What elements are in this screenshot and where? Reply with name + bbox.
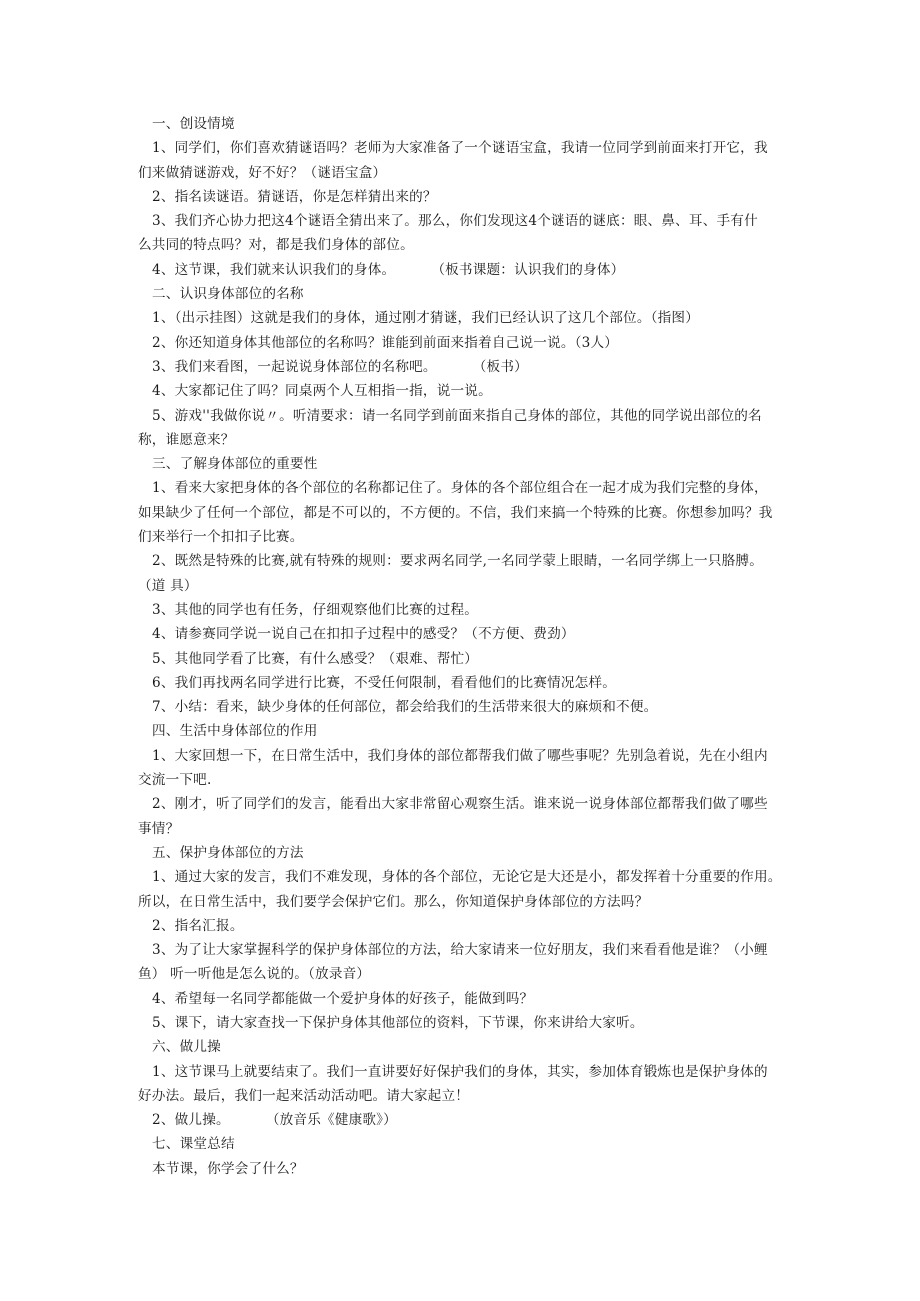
line-text: 们来做猜谜游戏，好不好？（谜语宝盒） [138,164,387,181]
section-heading [138,1035,783,1059]
section-heading [138,282,783,306]
text-line [138,744,783,768]
line-text: 2、做儿操。 [152,1112,230,1129]
text-line [138,185,783,209]
line-text: 2、指名汇报。 [152,917,244,934]
line-text: 1、通过大家的发言，我们不难发现，身体的各个部位，无论它是大还是小，都发挥着十分重要的作用。 [152,869,782,886]
text-line [138,136,783,160]
line-text: 2、刚才，听了同学们的发言，能看出大家非常留心观察生活。谁来说一说身体部位都帮我们做了哪些 [152,796,768,813]
line-text: 1、看来大家把身体的各个部位的名称都记住了。身体的各个部位组合在一起才成为我们完整的身体， [152,480,768,497]
line-text: 三、了解身体部位的重要性 [152,456,318,473]
line-text: 二、认识身体部位的名称 [152,286,304,303]
line-text: 本节课，你学会了什么？ [152,1160,304,1177]
board-note: （板书课题：认识我们的身体） [431,261,625,278]
text-line [138,671,783,695]
line-text: 2、既然是特殊的比赛,就有特殊的规则：要求两名同学,一名同学蒙上眼睛，一名同学绑上一只胳膊。 [152,553,764,570]
text-line [138,574,783,598]
text-line [138,938,783,962]
line-text: 1、大家回想一下，在日常生活中，我们身体的部位都帮我们做了哪些事呢？先别急着说，先在小组内 [152,747,768,764]
line-text: 4、请参赛同学说一说自己在扣扣子过程中的感受？（不方便、费劲） [152,626,575,643]
line-text: 六、做儿操 [152,1039,221,1056]
text-line [138,817,783,841]
line-text: 5、其他同学看了比赛，有什么感受？（艰难、帮忙） [152,650,479,667]
text-line [138,987,783,1011]
text-line [138,161,783,185]
line-text: 3、为了让大家掌握科学的保护身体部位的方法，给大家请来一位好朋友，我们来看看他是谁？（小鲤 [152,942,768,959]
text-line [138,890,783,914]
text-line [138,258,783,282]
board-note: （放音乐《健康歌》） [265,1112,397,1129]
line-text: 称，谁愿意来？ [138,431,235,448]
text-line [138,1108,783,1132]
line-text: 3、我们来看图，一起说说身体部位的名称吧。 [152,358,437,375]
line-text: 3、其他的同学也有任务，仔细观察他们比赛的过程。 [152,601,479,618]
text-line [138,914,783,938]
line-text: 1、这节课马上就要结束了。我们一直讲要好好保护我们的身体，其实，参加体育锻炼也是保护身体的 [152,1063,768,1080]
text-line [138,428,783,452]
text-line [138,525,783,549]
line-text: 所以，在日常生活中，我们要学会保护它们。那么，你知道保护身体部位的方法吗？ [138,893,649,910]
text-line [138,1011,783,1035]
text-line [138,501,783,525]
line-text: 如果缺少了任何一个部位，都是不可以的，不方便的。不信，我们来搞一个特殊的比赛。你想参加吗？我 [138,504,773,521]
line-text: 事情？ [138,820,180,837]
section-heading [138,1132,783,1156]
line-text: 好办法。最后，我们一起来活动活动吧。请大家起立！ [138,1087,470,1104]
text-line [138,306,783,330]
line-text: 7、小结：看来，缺少身体的任何部位，都会给我们的生活带来很大的麻烦和不便。 [152,699,658,716]
text-line [138,233,783,257]
line-text: 1、同学们，你们喜欢猜谜语吗？老师为大家准备了一个谜语宝盒，我请一位同学到前面来打开它，我 [152,140,768,157]
document-page [138,112,783,1181]
text-line [138,404,783,428]
text-line [138,647,783,671]
text-line [138,865,783,889]
line-text: 一、创设情境 [152,116,235,132]
text-line [138,379,783,403]
line-text: 4、大家都记住了吗？同桌两个人互相指一指，说一说。 [152,383,492,400]
text-line [138,695,783,719]
line-text: 四、生活中身体部位的作用 [152,723,318,740]
line-text: 交流一下吧. [138,772,212,789]
text-line [138,792,783,816]
line-text: 2、你还知道身体其他部位的名称吗？谁能到前面来指着自己说一说。（3人） [152,334,619,351]
text-line [138,476,783,500]
text-line [138,1060,783,1084]
section-heading [138,112,783,136]
line-text: 4、希望每一名同学都能做一个爱护身体的好孩子，能做到吗？ [152,990,534,1007]
line-text: （道 具） [138,577,198,594]
text-line [138,1157,783,1181]
text-line [138,1084,783,1108]
line-text: 鱼） 听一听他是怎么说的。（放录音） [138,966,371,983]
line-text: 2、指名读谜语。猜谜语，你是怎样猜出来的？ [152,188,437,205]
line-text: 七、课堂总结 [152,1136,235,1153]
text-line [138,962,783,986]
line-text: 们来举行一个扣扣子比赛。 [138,529,304,546]
text-line [138,768,783,792]
line-text: 1、（出示挂图）这就是我们的身体，通过刚才猜谜，我们已经认识了这几个部位。（指图） [152,310,699,327]
board-note: （板书） [472,358,528,375]
section-heading [138,452,783,476]
text-line [138,209,783,233]
text-line [138,549,783,573]
line-text: 3、我们齐心协力把这4个谜语全猜出来了。那么，你们发现这4个谜语的谜底：眼、鼻、耳、手有什 [152,213,758,230]
text-line [138,622,783,646]
line-text: 5、游戏''我做你说〃。听清要求：请一名同学到前面来指自己身体的部位，其他的同学说出部位的名 [152,407,762,424]
section-heading [138,841,783,865]
text-line [138,598,783,622]
line-text: 6、我们再找两名同学进行比赛，不受任何限制，看看他们的比赛情况怎样。 [152,674,617,691]
line-text: 5、课下，请大家查找一下保护身体其他部位的资料，下节课，你来讲给大家听。 [152,1014,644,1031]
line-text: 4、这节课，我们就来认识我们的身体。 [152,261,396,278]
line-text: 么共同的特点吗？对，都是我们身体的部位。 [138,237,414,254]
text-line [138,331,783,355]
text-line [138,355,783,379]
section-heading [138,719,783,743]
line-text: 五、保护身体部位的方法 [152,844,304,861]
